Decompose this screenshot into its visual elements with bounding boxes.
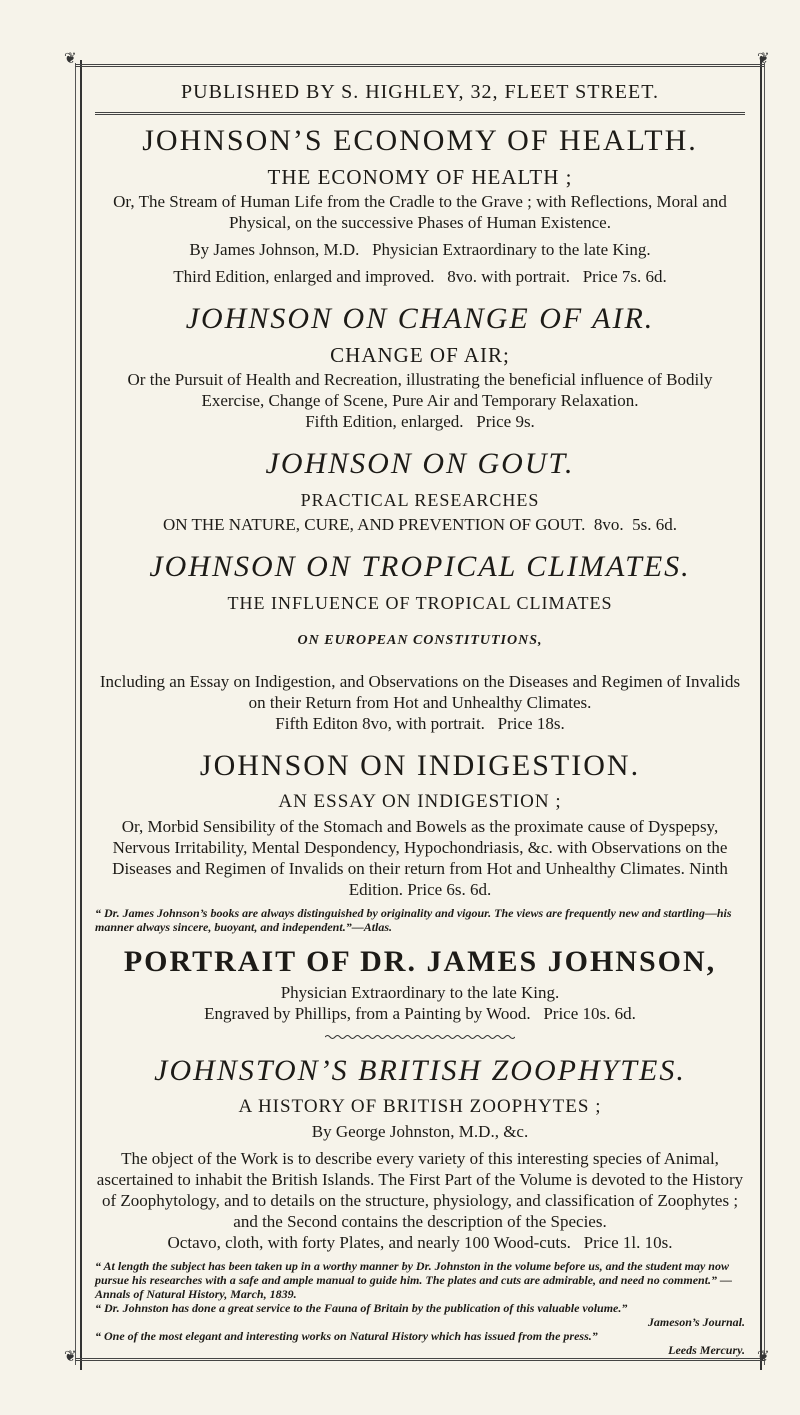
bottom-rule (75, 1358, 764, 1361)
book-description: Including an Essay on Indigestion, and Observations on the Diseases and Regimen of Invalids on their Return from Hot and Unhealthy Climates. (99, 672, 741, 712)
book-author: By George Johnston, M.D., &c. (311, 1122, 529, 1141)
wavy-separator (325, 1034, 515, 1040)
book-heading: JOHNSTON’S BRITISH ZOOPHYTES. (154, 1054, 686, 1087)
book-description: Or, Morbid Sensibility of the Stomach and Bowels as the proximate cause of Dyspepsy, Nervous Irritability, Mental Despondency, Hypochondriasis, &c. with Observations on the Diseases and Regimen of Invalids on their return from Hot and Unhealthy Climates. Ninth Edition. Price 6s. 6d. (112, 817, 728, 899)
book-heading: JOHNSON’S ECONOMY OF HEALTH. (142, 124, 698, 157)
book-price: Fifth Editon 8vo, with portrait. Price 18s. (275, 714, 565, 733)
quote-source: Jameson’s Journal. (647, 1315, 745, 1329)
book-subtitle: Physician Extraordinary to the late King. (280, 983, 560, 1002)
corner-ornament-icon: ❦ (64, 51, 77, 67)
book-description: Or the Pursuit of Health and Recreation, illustrating the beneficial influence of Bodily Exercise, Change of Scene, Pure Air and Temporary Relaxation. (127, 370, 713, 410)
book-heading: JOHNSON ON CHANGE OF AIR. (185, 302, 655, 335)
book-heading: JOHNSON ON GOUT. (265, 447, 575, 480)
book-price: ON THE NATURE, CURE, AND PREVENTION OF GOUT. 8vo. 5s. 6d. (162, 515, 678, 534)
corner-ornament-icon: ❦ (757, 1349, 770, 1365)
book-indigestion (95, 734, 745, 934)
book-economy-of-health (95, 121, 745, 287)
book-subtitle: A HISTORY OF BRITISH ZOOPHYTES ; (238, 1096, 602, 1117)
book-heading: PORTRAIT OF DR. JAMES JOHNSON, (123, 945, 717, 978)
book-price: Engraved by Phillips, from a Painting by Wood. Price 10s. 6d. (204, 1004, 636, 1023)
book-author: By James Johnson, M.D. Physician Extraordinary to the late King. (189, 240, 651, 259)
book-subtitle-2: ON EUROPEAN CONSTITUTIONS, (297, 633, 543, 648)
book-subtitle: PRACTICAL RESEARCHES (300, 490, 540, 510)
quote-source: Leeds Mercury. (668, 1343, 745, 1357)
book-change-of-air (95, 287, 745, 432)
book-price: Fifth Edition, enlarged. Price 9s. (305, 412, 535, 431)
book-description: Or, The Stream of Human Life from the Cradle to the Grave ; with Reflections, Moral and Physical, on the successive Phases of Human Existence. (113, 192, 727, 232)
book-review-quote: “ One of the most elegant and interesting works on Natural History which has issued from the press.” (95, 1329, 598, 1343)
book-description: The object of the Work is to describe every variety of this interesting species of Animal, ascertained to inhabit the British Islands. The First Part of the Volume is devoted to the History of Zoophytology, and to details on the structure, physiology, and classification of Zoophytes ; and the Second contains the description of the Species. (96, 1149, 744, 1231)
book-subtitle: THE INFLUENCE OF TROPICAL CLIMATES (227, 593, 613, 613)
advertisement-page (95, 78, 745, 1357)
book-subtitle: AN ESSAY ON INDIGESTION ; (278, 791, 562, 812)
top-rule (75, 64, 764, 67)
book-review-quote: “ Dr. Johnston has done a great service to the Fauna of Britain by the publication of this valuable volume.” (95, 1301, 628, 1315)
book-price: Octavo, cloth, with forty Plates, and nearly 100 Wood-cuts. Price 1l. 10s. (167, 1233, 673, 1252)
corner-ornament-icon: ❦ (757, 51, 770, 67)
book-gout (95, 432, 745, 535)
book-british-zoophytes (95, 1051, 745, 1357)
publisher-line: PUBLISHED BY S. HIGHLEY, 32, FLEET STREET. (181, 81, 659, 103)
book-review-quote: “ At length the subject has been taken up in a worthy manner by Dr. Johnston in the volume before us, and the student may now pursue his researches with a safe and ample manual to guide him. The plates and cuts are admirable, and need no comment.” — Annals of Natural History, March, 1839. (95, 1259, 733, 1301)
corner-ornament-icon: ❦ (64, 1349, 77, 1365)
book-subtitle: THE ECONOMY OF HEALTH ; (267, 165, 573, 189)
book-subtitle: CHANGE OF AIR; (330, 343, 510, 367)
book-heading: JOHNSON ON TROPICAL CLIMATES. (149, 550, 691, 583)
book-price: Third Edition, enlarged and improved. 8vo. with portrait. Price 7s. 6d. (173, 267, 667, 286)
book-review-quote: “ Dr. James Johnson’s books are always distinguished by originality and vigour. The views are frequently new and startling—his manner always sincere, buoyant, and independent.”—Atlas. (95, 906, 732, 934)
book-heading: JOHNSON ON INDIGESTION. (199, 749, 641, 782)
publisher-rule (95, 112, 745, 115)
book-tropical-climates (95, 535, 745, 734)
book-portrait (95, 934, 745, 1024)
